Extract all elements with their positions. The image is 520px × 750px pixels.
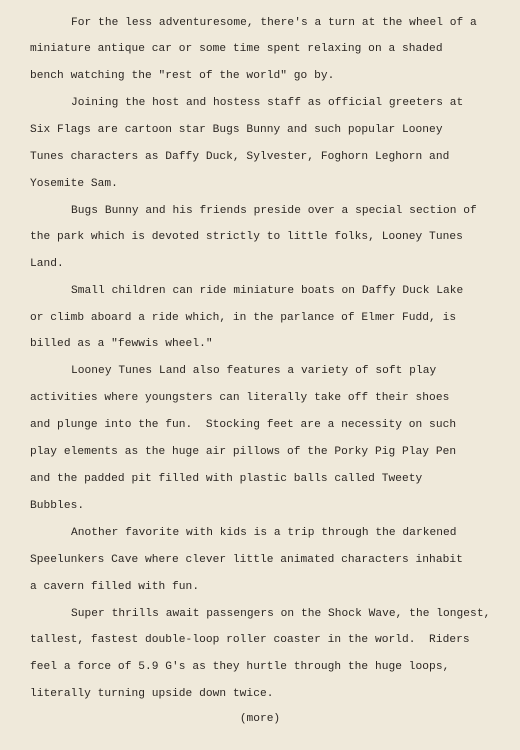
text-line: tallest, fastest double-loop roller coaster in the world. Riders [30, 634, 470, 646]
text-line: Bubbles. [30, 500, 85, 512]
text-line: For the less adventuresome, there's a turn at the wheel of a [71, 17, 477, 29]
text-line: and plunge into the fun. Stocking feet are a necessity on such [30, 419, 457, 431]
text-line: feel a force of 5.9 G's as they hurtle through the huge loops, [30, 661, 450, 673]
text-line: or climb aboard a ride which, in the parlance of Elmer Fudd, is [30, 312, 457, 324]
text-line: literally turning upside down twice. [30, 688, 274, 700]
text-line: Super thrills await passengers on the Shock Wave, the longest, [71, 608, 491, 620]
text-line: Joining the host and hostess staff as official greeters at [71, 97, 464, 109]
text-line: a cavern filled with fun. [30, 581, 200, 593]
text-line: Looney Tunes Land also features a variety of soft play [71, 365, 437, 377]
text-line: Six Flags are cartoon star Bugs Bunny and such popular Looney [30, 124, 443, 136]
text-line: miniature antique car or some time spent relaxing on a shaded [30, 43, 443, 55]
text-line: play elements as the huge air pillows of the Porky Pig Play Pen [30, 446, 457, 458]
text-line: Tunes characters as Daffy Duck, Sylvester, Foghorn Leghorn and [30, 151, 450, 163]
text-line: Speelunkers Cave where clever little animated characters inhabit [30, 554, 463, 566]
text-line: Bugs Bunny and his friends preside over a special section of [71, 205, 477, 217]
text-line: activities where youngsters can literally take off their shoes [30, 392, 450, 404]
text-line: Small children can ride miniature boats on Daffy Duck Lake [71, 285, 464, 297]
text-line: Land. [30, 258, 64, 270]
text-line: Another favorite with kids is a trip through the darkened [71, 527, 457, 539]
text-line: billed as a "fewwis wheel." [30, 338, 213, 350]
text-line: bench watching the "rest of the world" go by. [30, 70, 335, 82]
continued-marker: (more) [239, 713, 281, 725]
text-line: the park which is devoted strictly to little folks, Looney Tunes [30, 231, 463, 243]
text-line: and the padded pit filled with plastic balls called Tweety [30, 473, 423, 485]
text-line: Yosemite Sam. [30, 178, 118, 190]
